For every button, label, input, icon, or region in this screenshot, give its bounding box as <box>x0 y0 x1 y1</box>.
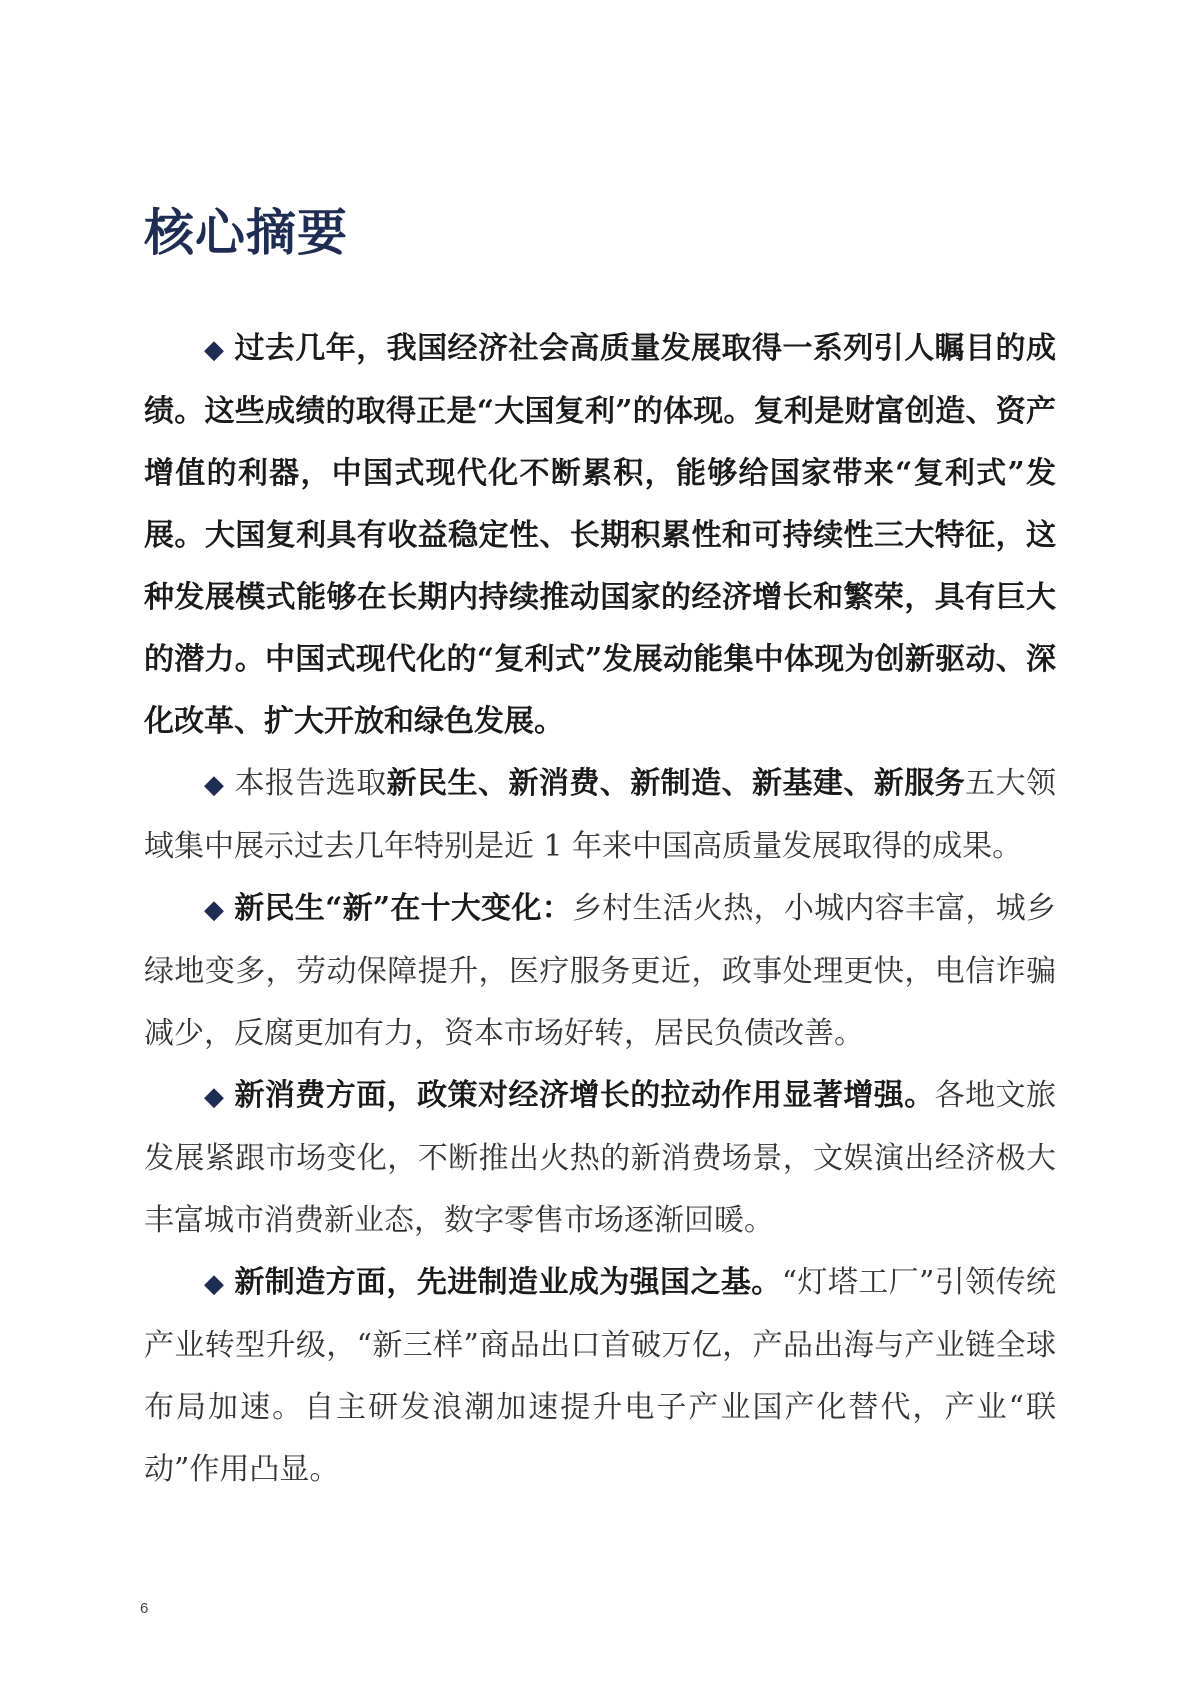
summary-paragraph-5 <box>144 1252 1056 1501</box>
summary-paragraph-4 <box>144 1065 1056 1252</box>
paragraph-5-rest: “灯塔工厂”引领传统产业转型升级，“新三样”商品出口首破万亿，产品出海与产业链全球布局加速。自主研发浪潮加速提升电子产业国产化替代，产业“联动”作用凸显。 <box>144 1265 1056 1487</box>
page-title: 核心摘要 <box>144 204 348 262</box>
page-number: 6 <box>140 1600 149 1617</box>
summary-paragraph-2 <box>144 753 1056 878</box>
paragraph-4-highlight: 新消费方面，政策对经济增长的拉动作用显著增强。 <box>234 1078 935 1113</box>
diamond-bullet-icon: ◆ <box>204 770 224 800</box>
paragraph-1-text: 过去几年，我国经济社会高质量发展取得一系列引人瞩目的成绩。这些成绩的取得正是“大国复利”的体现。复利是财富创造、资产增值的利器，中国式现代化不断累积，能够给国家带来“复利式”发展。大国复利具有收益稳定性、长期积累性和可持续性三大特征，这种发展模式能够在长期内持续推动国家的经济增长和繁荣，具有巨大的潜力。中国式现代化的“复利式”发展动能集中体现为创新驱动、深化改革、扩大开放和绿色发展。 <box>144 331 1056 739</box>
diamond-bullet-icon: ◆ <box>204 895 224 925</box>
paragraph-3-rest: 乡村生活火热，小城内容丰富，城乡绿地变多，劳动保障提升，医疗服务更近，政事处理更快，电信诈骗减少，反腐更加有力，资本市场好转，居民负债改善。 <box>144 891 1057 1051</box>
summary-paragraph-1 <box>144 318 1056 753</box>
paragraph-2-rest: 五大领域集中展示过去几年特别是近 1 年来中国高质量发展取得的成果。 <box>144 766 1057 864</box>
diamond-bullet-icon: ◆ <box>204 335 224 365</box>
summary-paragraph-3 <box>144 878 1056 1065</box>
paragraph-5-highlight: 新制造方面，先进制造业成为强国之基。 <box>234 1265 782 1300</box>
diamond-bullet-icon: ◆ <box>204 1269 224 1299</box>
paragraph-2-intro: 本报告选取 <box>234 766 387 801</box>
paragraph-3-highlight: 新民生“新”在十大变化： <box>234 891 572 926</box>
summary-content <box>144 318 1056 1501</box>
paragraph-4-rest: 各地文旅发展紧跟市场变化，不断推出火热的新消费场景，文娱演出经济极大丰富城市消费新业态，数字零售市场逐渐回暖。 <box>144 1078 1057 1238</box>
diamond-bullet-icon: ◆ <box>204 1082 224 1112</box>
paragraph-2-highlight: 新民生、新消费、新制造、新基建、新服务 <box>386 766 966 801</box>
